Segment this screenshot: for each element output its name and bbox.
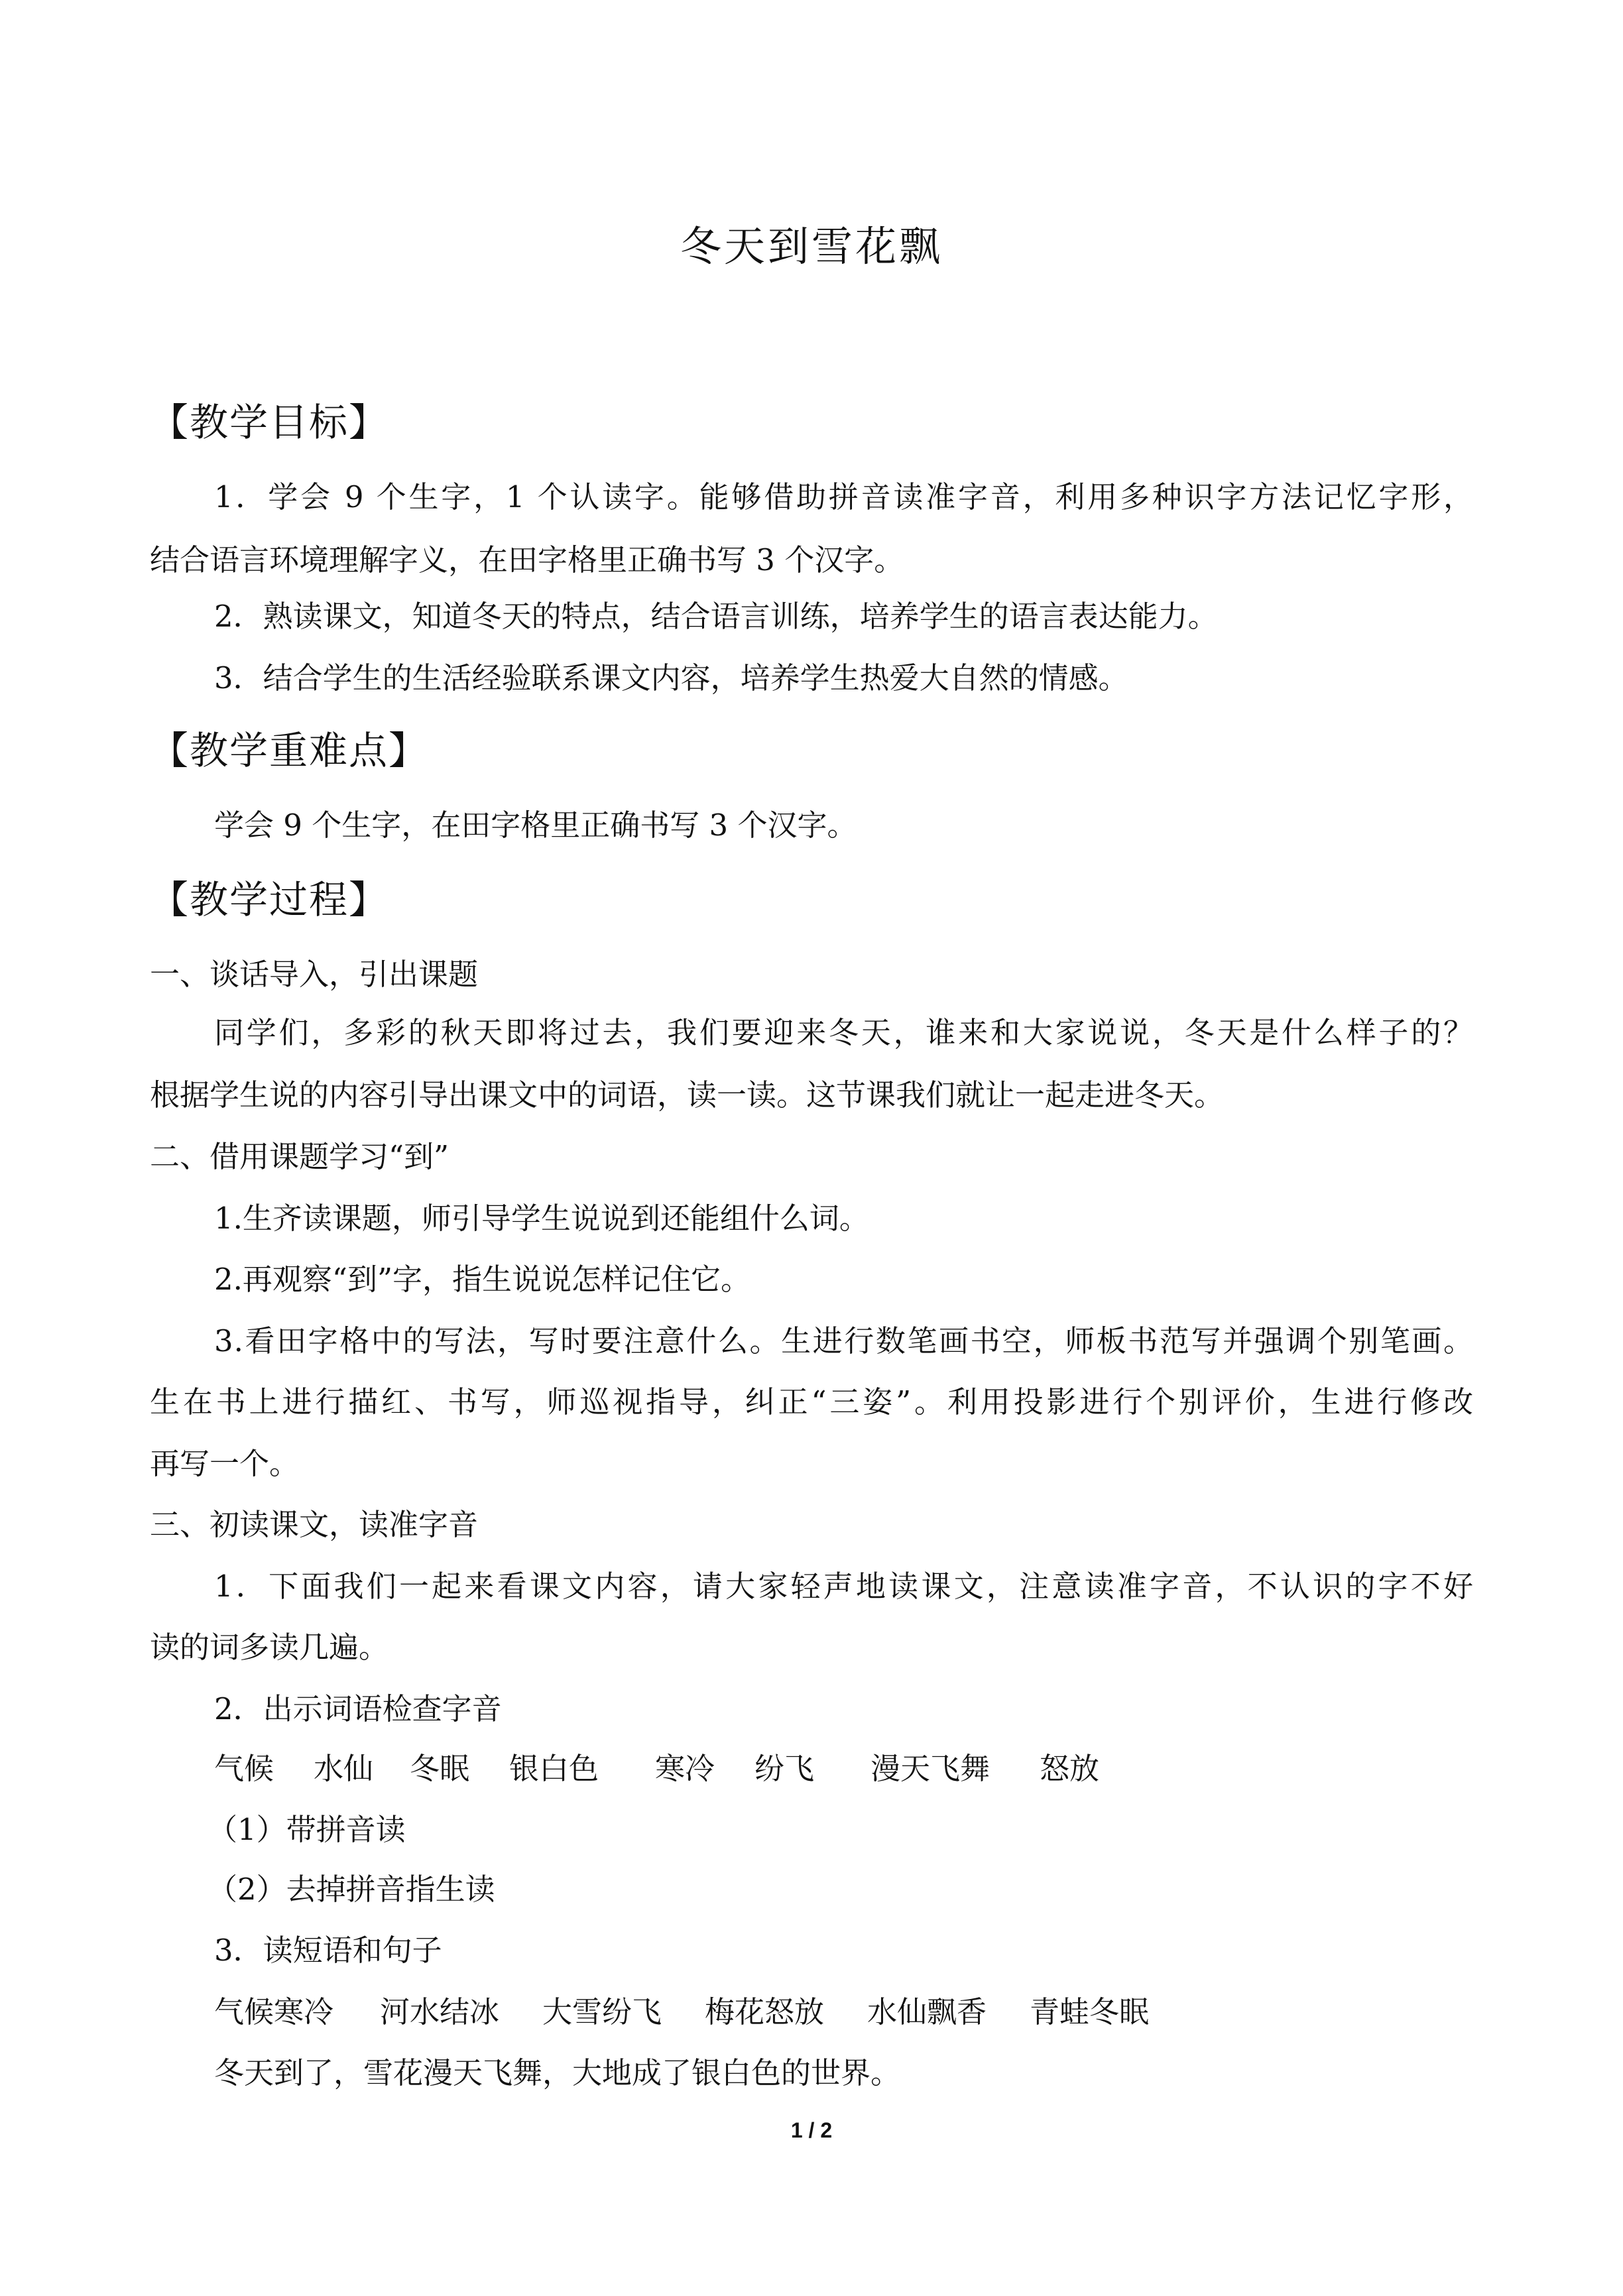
process-step-1-heading: 一、谈话导入，引出课题 [150,957,479,992]
process-step-3-heading: 三、初读课文，读准字音 [150,1507,479,1542]
vocabulary-word: 银白色 [509,1751,599,1786]
process-step-2-item-3-line-1: 3.看田字格中的写法，写时要注意什么。生进行数笔画书空，师板书范写并强调个别笔画。 [214,1323,1474,1359]
process-step-1-para-line-1: 同学们，多彩的秋天即将过去，我们要迎来冬天，谁来和大家说说，冬天是什么样子的？ [214,1015,1474,1050]
vocabulary-word: 冬眠 [410,1751,470,1786]
document-title: 冬天到雪花飘 [680,222,943,271]
process-step-2-item-2: 2.再观察“到”字，指生说说怎样记住它。 [214,1262,751,1297]
vocabulary-word: 怒放 [1040,1751,1100,1786]
process-step-3-item-2: 2．出示词语检查字音 [214,1691,502,1726]
vocabulary-word: 寒冷 [655,1751,715,1786]
phrase: 大雪纷飞 [542,1994,662,2029]
goal-1-line-2: 结合语言环境理解字义，在田字格里正确书写 3 个汉字。 [150,542,904,577]
section-heading-key-points: 【教学重难点】 [150,728,429,773]
vocabulary-word: 水仙 [314,1751,374,1786]
page-number: 1 / 2 [790,2118,833,2142]
section-heading-process: 【教学过程】 [150,877,389,922]
example-sentence: 冬天到了，雪花漫天飞舞，大地成了银白色的世界。 [214,2055,901,2090]
section-heading-goals: 【教学目标】 [150,400,389,445]
vocabulary-word-list [214,1749,1099,1789]
process-step-3-subitem-1: （1）带拼音读 [208,1812,406,1847]
key-points-text: 学会 9 个生字，在田字格里正确书写 3 个汉字。 [214,808,857,843]
vocabulary-word: 纷飞 [754,1751,815,1786]
process-step-2-item-1: 1.生齐读课题，师引导学生说说到还能组什么词。 [214,1201,869,1236]
goal-2: 2．熟读课文，知道冬天的特点，结合语言训练，培养学生的语言表达能力。 [214,599,1218,634]
phrase: 河水结冰 [380,1994,500,2029]
process-step-3-item-1-line-1: 1．下面我们一起来看课文内容，请大家轻声地读课文，注意读准字音，不认识的字不好 [214,1569,1474,1604]
vocabulary-word: 气候 [214,1751,274,1786]
process-step-3-item-1-line-2: 读的词多读几遍。 [150,1630,389,1665]
phrase: 气候寒冷 [214,1994,334,2029]
process-step-1-para-line-2: 根据学生说的内容引导出课文中的词语，读一读。这节课我们就让一起走进冬天。 [150,1077,1225,1113]
goal-1-line-1: 1．学会 9 个生字，1 个认读字。能够借助拼音读准字音，利用多种识字方法记忆字形， [214,479,1474,514]
process-step-2-item-3-line-2: 生在书上进行描红、书写，师巡视指导，纠正“三姿”。利用投影进行个别评价，生进行修改 [150,1384,1474,1420]
goal-3: 3．结合学生的生活经验联系课文内容，培养学生热爱大自然的情感。 [214,660,1128,695]
process-step-3-subitem-2: （2）去掉拼音指生读 [208,1872,495,1907]
process-step-2-item-3-line-3: 再写一个。 [150,1446,300,1481]
process-step-2-heading: 二、借用课题学习“到” [150,1139,450,1174]
phrase: 青蛙冬眠 [1030,1994,1150,2029]
vocabulary-word: 漫天飞舞 [871,1751,991,1786]
phrase-list [214,1992,1149,2032]
phrase: 水仙飘香 [867,1994,987,2029]
phrase: 梅花怒放 [705,1994,825,2029]
process-step-3-item-3: 3．读短语和句子 [214,1933,442,1968]
